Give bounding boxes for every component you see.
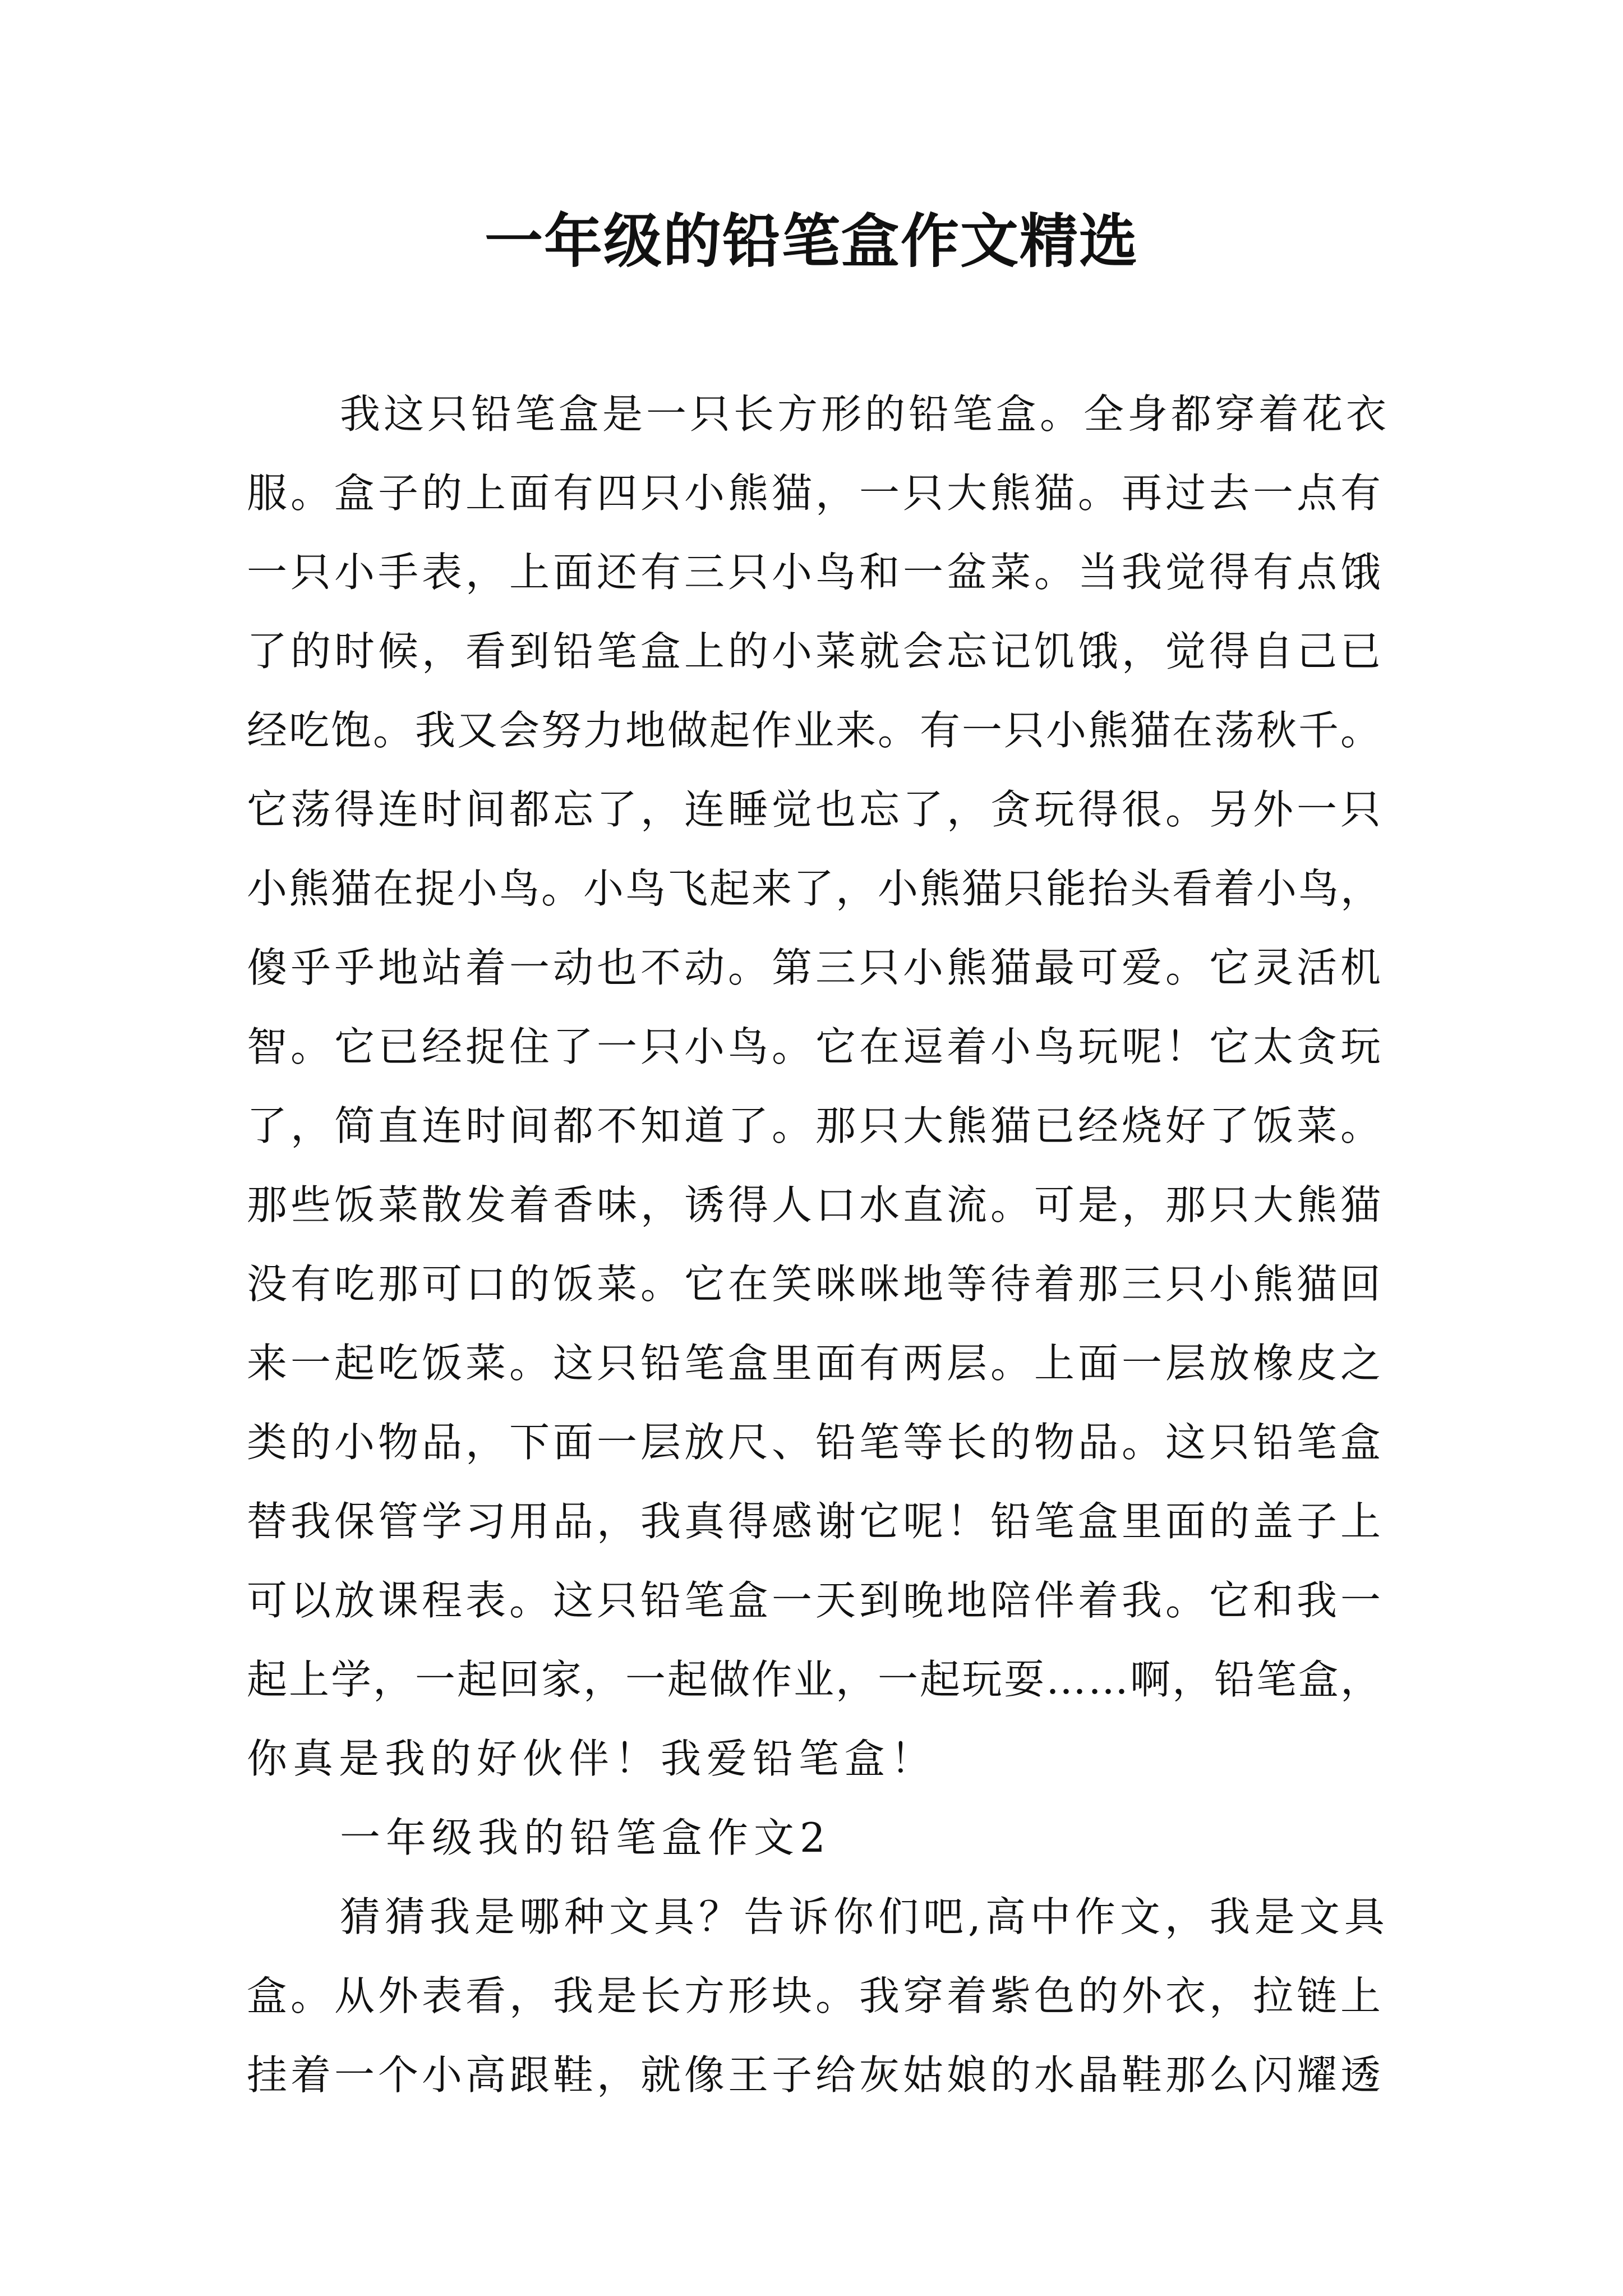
text-line: 经吃饱。我又会努力地做起作业来。有一只小熊猫在荡秋千。 <box>247 707 1383 754</box>
text-line: 盒。从外表看，我是长方形块。我穿着紫色的外衣，拉链上 <box>247 1972 1385 2019</box>
text-line: 服。盒子的上面有四只小熊猫，一只大熊猫。再过去一点有 <box>247 470 1385 517</box>
text-line: 了的时候，看到铅笔盒上的小菜就会忘记饥饿，觉得自己已 <box>247 628 1385 675</box>
text-line: 来一起吃饭菜。这只铅笔盒里面有两层。上面一层放橡皮之 <box>247 1340 1385 1387</box>
text-line: 挂着一个小高跟鞋，就像王子给灰姑娘的水晶鞋那么闪耀透 <box>247 2051 1385 2099</box>
text-line: 起上学，一起回家，一起做作业，一起玩耍……啊，铅笔盒， <box>247 1656 1383 1703</box>
text-line: 没有吃那可口的饭菜。它在笑咪咪地等待着那三只小熊猫回 <box>247 1260 1385 1308</box>
text-line: 我这只铅笔盒是一只长方形的铅笔盒。全身都穿着花衣 <box>340 390 1390 438</box>
text-line: 它荡得连时间都忘了，连睡觉也忘了，贪玩得很。另外一只 <box>247 786 1385 833</box>
text-line: 替我保管学习用品，我真得感谢它呢！铅笔盒里面的盖子上 <box>247 1498 1385 1545</box>
text-line: 了，简直连时间都不知道了。那只大熊猫已经烧好了饭菜。 <box>247 1102 1385 1149</box>
text-line: 你真是我的好伙伴！我爱铅笔盒！ <box>247 1735 937 1782</box>
text-line: 傻乎乎地站着一动也不动。第三只小熊猫最可爱。它灵活机 <box>247 944 1385 991</box>
text-line: 一年级我的铅笔盒作文2 <box>340 1814 831 1861</box>
text-line: 类的小物品，下面一层放尺、铅笔等长的物品。这只铅笔盒 <box>247 1419 1385 1466</box>
text-line: 智。它已经捉住了一只小鸟。它在逗着小鸟玩呢！它太贪玩 <box>247 1023 1385 1070</box>
text-line: 可以放课程表。这只铅笔盒一天到晚地陪伴着我。它和我一 <box>247 1577 1385 1624</box>
text-line: 小熊猫在捉小鸟。小鸟飞起来了，小熊猫只能抬头看着小鸟， <box>247 865 1383 912</box>
text-line: 猜猜我是哪种文具？告诉你们吧,高中作文，我是文具 <box>340 1893 1389 1940</box>
document-title: 一年级的铅笔盒作文精选 <box>484 206 1138 275</box>
text-line: 那些饭菜散发着香味，诱得人口水直流。可是，那只大熊猫 <box>247 1181 1385 1228</box>
text-line: 一只小手表，上面还有三只小鸟和一盆菜。当我觉得有点饿 <box>247 549 1385 596</box>
document-body <box>247 375 1394 2115</box>
